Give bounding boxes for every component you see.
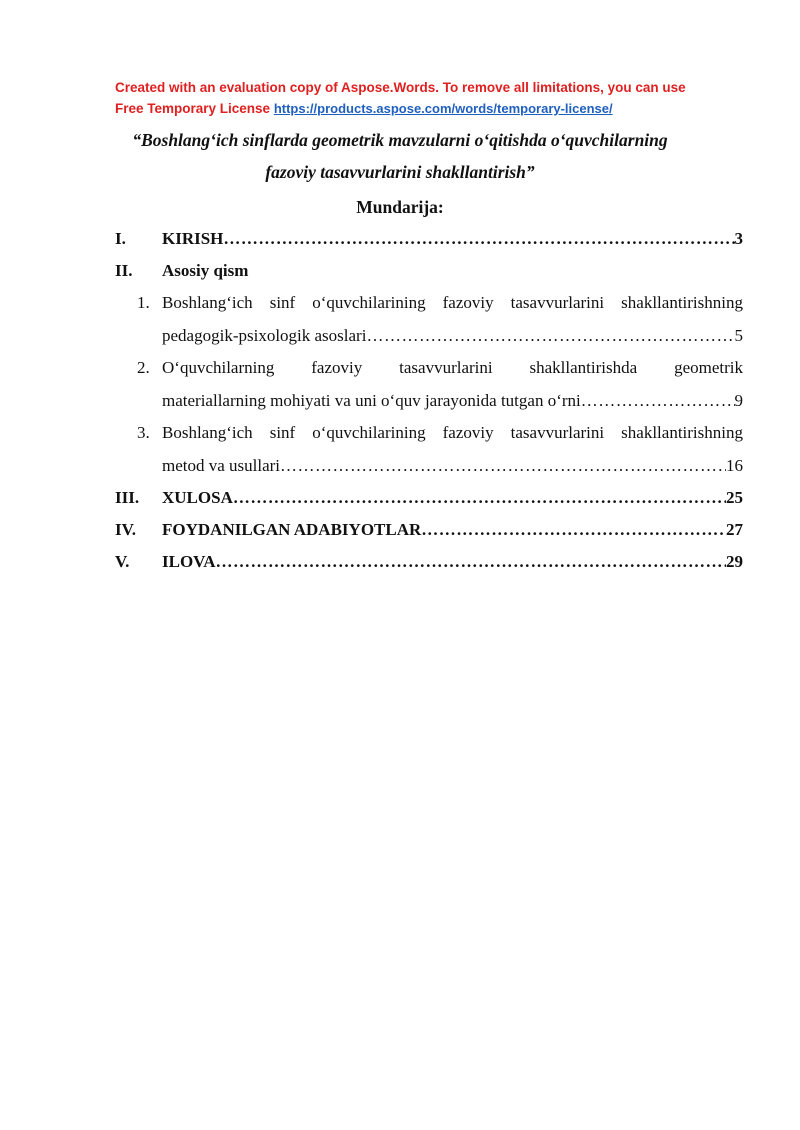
- toc-number: I.: [115, 229, 126, 248]
- toc-leader-dots: [421, 520, 726, 540]
- toc-page-number: 3: [734, 229, 743, 248]
- toc-entry-asosiy-qism[interactable]: [115, 261, 743, 285]
- evaluation-notice-line1: Created with an evaluation copy of Aspose.Words. To remove all limitations, you can use: [115, 80, 686, 95]
- toc-label: ILOVA: [162, 552, 216, 571]
- toc-entry-ilova[interactable]: [115, 552, 743, 576]
- evaluation-notice-line2: Free Temporary License: [115, 101, 274, 116]
- toc-heading: Mundarija:: [356, 197, 444, 217]
- toc-subentry-line2: pedagogik-psixologik asoslari: [162, 326, 367, 345]
- toc-label: XULOSA: [162, 488, 233, 507]
- toc-leader-dots: [366, 326, 734, 350]
- toc-subentry-2[interactable]: [137, 358, 743, 418]
- toc-number: II.: [115, 261, 133, 280]
- toc-subnumber: 3.: [137, 423, 150, 442]
- toc-page-number: 16: [726, 456, 743, 475]
- toc-number: IV.: [115, 520, 136, 539]
- toc-subentry-1[interactable]: [137, 293, 743, 353]
- toc-leader-dots: [216, 552, 726, 572]
- toc-page-number: 25: [726, 488, 743, 507]
- toc-subentry-line1: Boshlang‘ich sinf o‘quvchilarining fazoviy tasavvurlarini shakllantirishning: [162, 293, 743, 312]
- toc-subentry-line2: metod va usullari: [162, 456, 281, 475]
- document-title-line1: “Boshlang‘ich sinflarda geometrik mavzularni o‘qitishda o‘quvchilarning: [132, 130, 668, 150]
- toc-number: III.: [115, 488, 140, 507]
- toc-leader-dots: [223, 229, 734, 249]
- toc-page-number: 27: [726, 520, 743, 539]
- temporary-license-link[interactable]: https://products.aspose.com/words/temporary-license/: [273, 101, 613, 116]
- toc-entry-xulosa[interactable]: [115, 488, 743, 512]
- toc-page-number: 9: [734, 391, 743, 410]
- toc-subentry-3[interactable]: [137, 423, 743, 483]
- toc-subentry-line1: O‘quvchilarning fazoviy tasavvurlarini shakllantirishda geometrik: [162, 358, 743, 377]
- toc-leader-dots: [233, 488, 726, 508]
- toc-subnumber: 2.: [137, 358, 150, 377]
- document-title-line2: fazoviy tasavvurlarini shakllantirish”: [265, 162, 535, 182]
- toc-number: V.: [115, 552, 130, 571]
- toc-label: KIRISH: [162, 229, 224, 248]
- toc-subnumber: 1.: [137, 293, 150, 312]
- toc-label: Asosiy qism: [162, 261, 249, 280]
- evaluation-notice: [115, 77, 755, 119]
- toc-page-number: 5: [734, 326, 743, 345]
- toc-label: FOYDANILGAN ADABIYOTLAR: [162, 520, 422, 539]
- toc-entry-kirish[interactable]: [115, 229, 743, 253]
- toc-subentry-line2: materiallarning mohiyati va uni o‘quv jarayonida tutgan o‘rni: [162, 391, 581, 410]
- toc-leader-dots: [581, 391, 735, 415]
- toc-leader-dots: [280, 456, 726, 480]
- toc-page-number: 29: [726, 552, 743, 571]
- toc-subentry-line1: Boshlang‘ich sinf o‘quvchilarining fazoviy tasavvurlarini shakllantirishning: [162, 423, 743, 442]
- toc-entry-adabiyotlar[interactable]: [115, 520, 743, 544]
